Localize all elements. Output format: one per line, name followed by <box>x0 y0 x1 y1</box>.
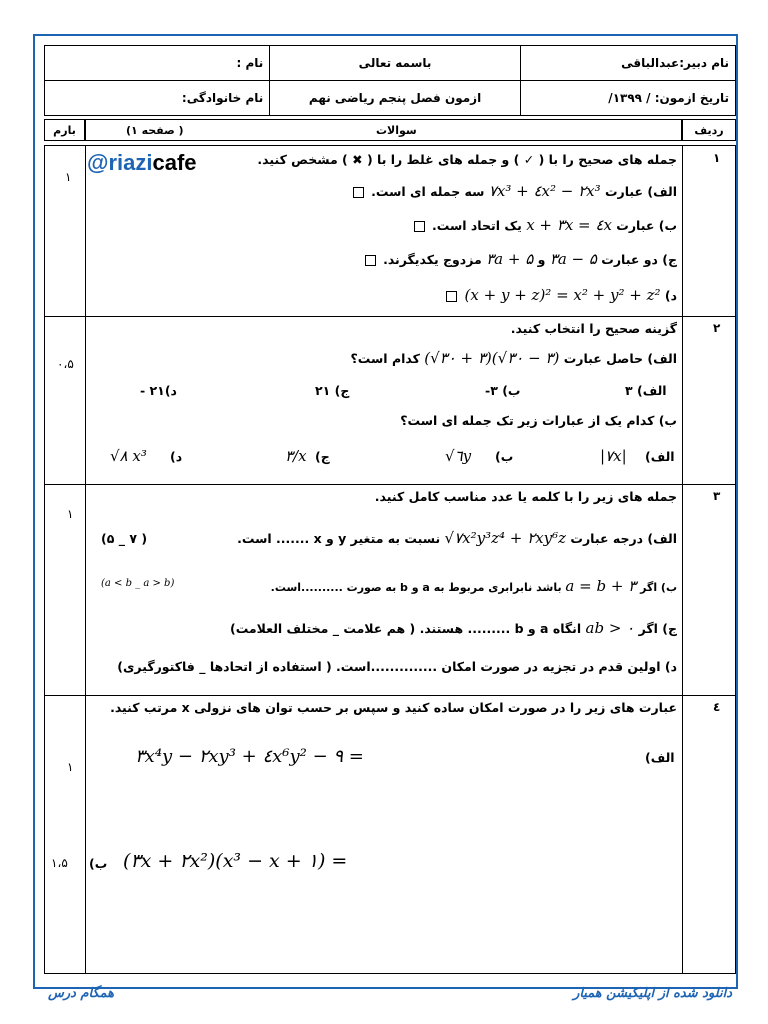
item-b-choice: (a < b _ a > b) <box>101 578 175 589</box>
option-b-expr[interactable]: √٦y <box>445 447 472 465</box>
header-table <box>44 45 736 116</box>
option-c[interactable]: ج) ۲۱ <box>315 383 350 398</box>
item-b-label: ب) <box>89 856 108 871</box>
question-1 <box>44 145 736 317</box>
item-a-score: ۱ <box>67 760 74 774</box>
item-c: ج) دو عبارت ۳a − ۵ و ۳a + ۵ مزدوج یکدیگرند. <box>362 250 677 268</box>
question-title: جمله های زیر را با کلمه یا عدد مناسب کامل کنید. <box>374 489 677 504</box>
question-score: ۱ <box>65 170 72 184</box>
column-questions-label: سوالات <box>376 123 417 137</box>
answer-checkbox[interactable] <box>353 187 364 198</box>
item-a-label: الف) <box>645 750 675 765</box>
column-row: ردیف <box>682 119 736 141</box>
question-number: ٤ <box>713 700 721 714</box>
option-b[interactable]: ب) ۳- <box>485 383 521 398</box>
item-d: د) (x + y + z)² = x² + y² + z² <box>443 286 677 304</box>
footer-right: دانلود شده از اپلیکیشن همیار <box>573 986 732 1001</box>
item-a: الف) حاصل عبارت (√۳۰ + ۳)(√۳۰ − ۳) کدام است؟ <box>350 349 677 367</box>
question-number: ۲ <box>713 321 721 335</box>
option-d-label: د) <box>170 449 183 464</box>
option-c-label: ج) <box>315 449 330 464</box>
question-title: عبارت های زیر را در صورت امکان ساده کنید و سپس بر حسب توان های نزولی x مرتب کنید. <box>110 700 677 715</box>
question-score: ۱ <box>67 507 74 521</box>
answer-checkbox[interactable] <box>414 221 425 232</box>
item-b-score: ۱،۵ <box>51 856 68 870</box>
item-d: د) اولین قدم در تجزیه در صورت امکان ..............است. ( استفاده از اتحادها _ فاکتورگیری) <box>117 659 677 674</box>
option-a-label: الف) <box>645 449 675 464</box>
watermark: @riazicafe <box>87 150 197 175</box>
option-b-label: ب) <box>495 449 514 464</box>
question-3 <box>44 484 736 696</box>
item-b: ب) کدام یک از عبارات زیر تک جمله ای است؟ <box>400 413 677 428</box>
name-field: نام : <box>45 46 270 81</box>
teacher-name: نام دبیر:عبدالباقی <box>520 46 735 81</box>
answer-checkbox[interactable] <box>446 291 457 302</box>
item-b-expr: (۳x + ۲x²)(x³ − x + ۱) = <box>123 850 348 872</box>
item-b: ب) اگر a = b + ۳ باشد نابرابری مربوط به a و b به صورت ..........است. <box>270 577 677 595</box>
item-a-choice: ( ۷ _ ۵) <box>101 531 148 546</box>
exam-date: تاریخ ازمون: / ۱۳۹۹/ <box>520 81 735 116</box>
question-number: ۱ <box>713 151 721 165</box>
question-2 <box>44 316 736 485</box>
column-questions <box>85 119 682 141</box>
item-a-expr: ۳x⁴y − ۲xy³ + ٤x⁶y² − ۹ = <box>135 746 364 767</box>
question-4 <box>44 695 736 974</box>
exam-title: ازمون فصل پنجم ریاضی نهم <box>270 81 521 116</box>
column-page: ( صفحه ۱) <box>126 123 184 137</box>
footer-left: همگام درس <box>48 986 115 1001</box>
option-c-expr[interactable]: ۳/x <box>285 447 307 465</box>
item-b: ب) عبارت x + ۳x = ٤x یک اتحاد است. <box>411 216 677 234</box>
question-number: ۳ <box>713 489 721 503</box>
question-title: گزینه صحیح را انتخاب کنید. <box>510 321 677 336</box>
question-title: جمله های صحیح را با ( ✓ ) و جمله های غلط را با ( ✖ ) مشخص کنید. <box>257 152 677 167</box>
option-d-expr[interactable]: √۸ x³ <box>110 447 147 465</box>
column-score: بارم <box>44 119 85 141</box>
option-a[interactable]: الف) ۳ <box>625 383 667 398</box>
question-score: ۰،۵ <box>57 357 74 371</box>
option-a-expr[interactable]: |۷x| <box>600 447 627 465</box>
item-a: الف) عبارت ۷x³ + ٤x² − ۲x³ سه جمله ای است. <box>350 182 677 200</box>
answer-checkbox[interactable] <box>365 255 376 266</box>
item-a: الف) درجه عبارت √۷x²y³z⁴ + ۲xy⁶z نسبت به متغیر y و x ....... است. <box>237 529 677 547</box>
option-d[interactable]: د)۲۱ - <box>140 383 177 398</box>
item-c: ج) اگر ab > ۰ انگاه a و b ......... هستند. ( هم علامت _ مختلف العلامت) <box>229 619 677 637</box>
family-name-field: نام خانوادگی: <box>45 81 270 116</box>
basmala: باسمه تعالی <box>270 46 521 81</box>
